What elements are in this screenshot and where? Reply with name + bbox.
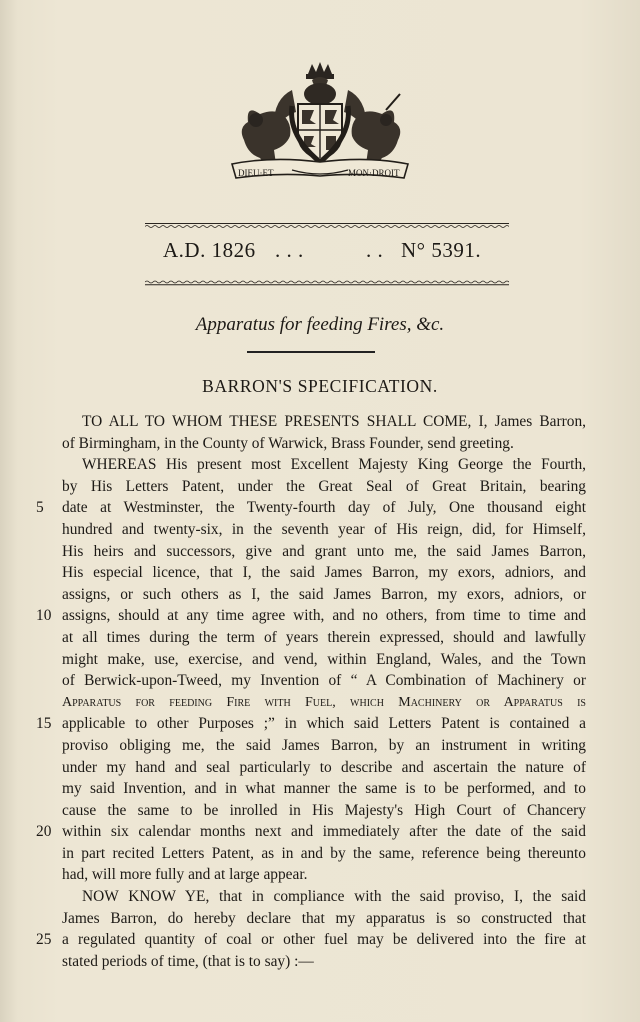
- heading-dots-right: . .: [366, 238, 384, 262]
- text-line: His especial licence, that I, the said James Barron, my exors, adniors, and: [62, 564, 586, 582]
- specification-body: [36, 411, 586, 972]
- svg-text:MON·DROIT: MON·DROIT: [348, 168, 400, 178]
- text-line: 15 applicable to other Purposes ;” in which said Letters Patent is contained a: [62, 713, 586, 735]
- line-number: 20: [36, 823, 52, 841]
- text-line: of Birmingham, in the County of Warwick, Brass Founder, send greeting.: [62, 434, 514, 452]
- text-line: James Barron, do hereby declare that my apparatus is so constructed that: [62, 909, 586, 927]
- patent-subject: Apparatus for feeding Fires, &c.: [195, 314, 445, 335]
- patent-number: N° 5391.: [401, 238, 482, 262]
- text-line: cause the same to be inrolled in His Majesty's High Court of Chancery: [62, 801, 586, 819]
- text-line: under my hand and seal particularly to describe and ascertain the nature of: [62, 758, 586, 776]
- text-line: TO ALL TO WHOM THESE PRESENTS SHALL COME, I, James Barron,: [82, 413, 586, 430]
- specification-title: BARRON'S SPECIFICATION.: [202, 376, 438, 396]
- text-line: had, will more fully and at large appear.: [62, 866, 308, 884]
- text-line: Apparatus for feeding Fire with Fuel, which Machinery or Apparatus is: [62, 694, 586, 710]
- motto-text: DIEU·ET: [238, 168, 274, 178]
- text-line: proviso obliging me, the said James Barron, by an instrument in writing: [62, 736, 586, 754]
- text-line: 25 a regulated quantity of coal or other fuel may be delivered into the fire at: [62, 929, 586, 951]
- patent-year: A.D. 1826: [163, 238, 256, 262]
- text-line: in part recited Letters Patent, as in and by the same, reference being thereunto: [62, 844, 586, 862]
- heading-dots-left: . . .: [275, 238, 304, 262]
- text-line: of Berwick-upon-Tweed, my Invention of “ A Combination of Machinery or: [62, 672, 586, 690]
- text-line: at all times during the term of years therein expressed, should and lawfully: [62, 628, 586, 646]
- top-ornamental-rule: [145, 222, 509, 228]
- text-line: stated periods of time, (that is to say) :—: [62, 952, 314, 970]
- text-line: His heirs and successors, give and grant unto me, the said James Barron,: [62, 542, 586, 560]
- text-line: my said Invention, and in what manner the same is to be performed, and to: [62, 780, 586, 798]
- text-line: might make, use, exercise, and vend, within England, Wales, and the Town: [62, 650, 586, 668]
- text-line: hundred and twenty-six, in the seventh year of His reign, did, for Himself,: [62, 520, 586, 538]
- royal-coat-of-arms-icon: [222, 60, 418, 190]
- text-line: 5 date at Westminster, the Twenty-fourth day of July, One thousand eight: [62, 497, 586, 519]
- subject-rule: [247, 351, 375, 353]
- line-number: 10: [36, 607, 52, 625]
- text-line: NOW KNOW YE, that in compliance with the said proviso, I, the said: [82, 888, 586, 906]
- text-line: WHEREAS His present most Excellent Majesty King George the Fourth,: [82, 456, 586, 474]
- text-line: by His Letters Patent, under the Great Seal of Great Britain, bearing: [62, 477, 586, 495]
- bottom-ornamental-rule: [145, 280, 509, 286]
- line-number: 15: [36, 715, 52, 733]
- text-line: 20 within six calendar months next and immediately after the date of the said: [62, 821, 586, 843]
- line-number: 25: [36, 931, 52, 949]
- text-line: assigns, or such others as I, the said James Barron, my exors, adniors, or: [62, 585, 586, 603]
- text-line: 10 assigns, should at any time agree with, and no others, from time to time and: [62, 605, 586, 627]
- line-number: 5: [36, 499, 44, 517]
